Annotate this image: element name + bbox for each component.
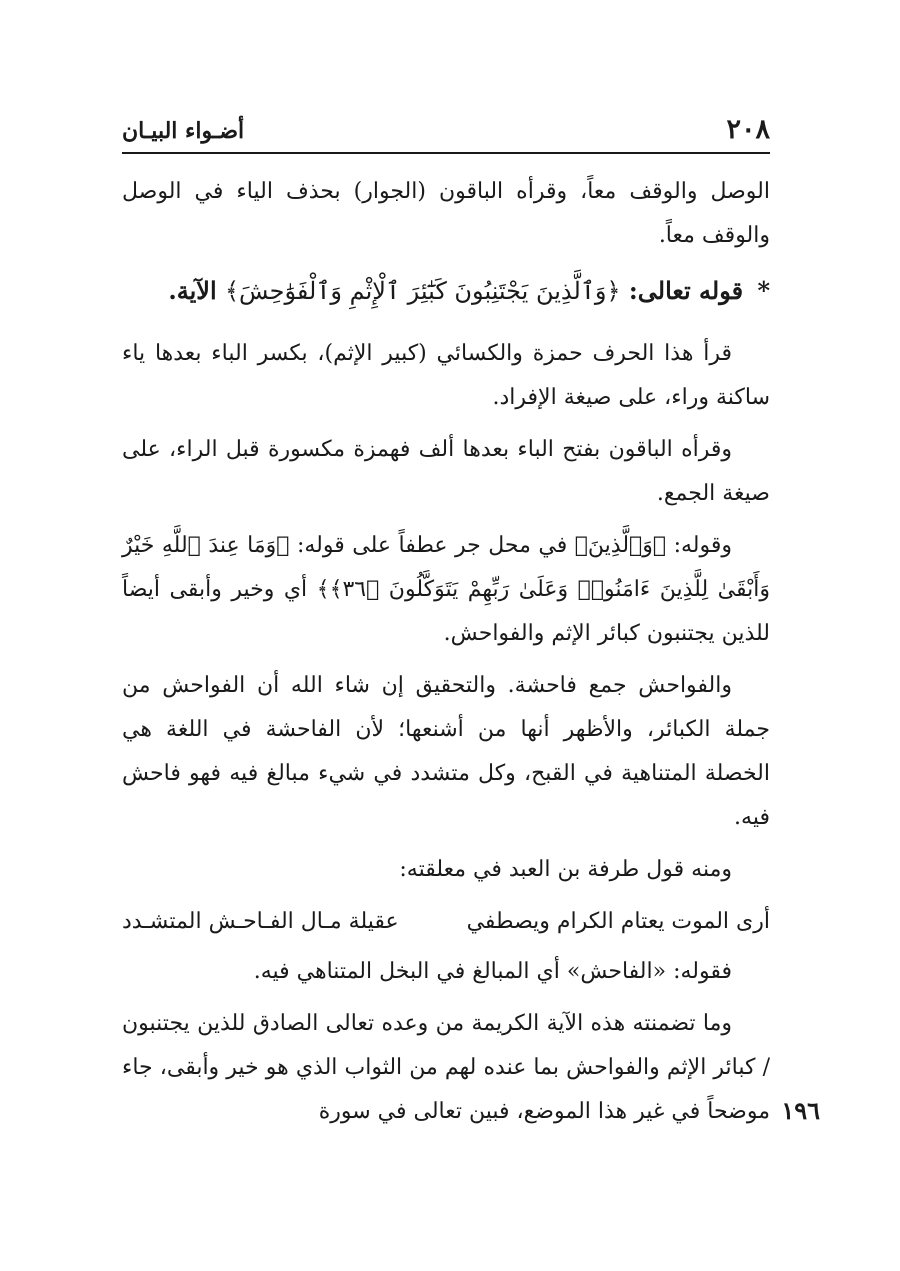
running-title: أضـواء البيـان [122,118,245,144]
heading-tail: الآية. [168,276,217,305]
margin-page-marker: ١٩٦ [781,1096,820,1125]
paragraph-7: فقوله: «الفاحش» أي المبالغ في البخل المتناهي فيه. [253,959,732,984]
paragraph-2: قرأ هذا الحرف حمزة والكسائي (كبير الإثم)، بكسر الباء بعدها ياء ساكنة وراء، على صيغة الإفراد. [122,341,770,410]
paragraph-8: وما تضمنته هذه الآية الكريمة من وعده تعالى الصادق للذين يجتنبون / كبائر الإثم والفواحش بما عنده لهم من الثواب الذي هو خير وأبقى، جاء موضحاً في غير هذا الموضع، فبين تعالى في سورة [122,1011,770,1124]
verse-first-hemistich: أرى الموت يعتام الكرام ويصطفي [466,909,770,934]
header-rule [122,152,770,154]
page-header [122,112,770,150]
quran-verse: ﴿وَٱلَّذِينَ يَجْتَنِبُونَ كَبَٰٓئِرَ ٱلْإِثْمِ وَٱلْفَوَٰحِشَ﴾ [224,277,621,305]
paragraph-5: والفواحش جمع فاحشة. والتحقيق إن شاء الله أن الفواحش من جملة الكبائر، والأظهر أنها من أشنعها؛ لأن الفاحشة في اللغة هي الخصلة المتناهية في القبح، وكل متشدد في شيء مبالغ فيه فهو فاحش فيه. [122,673,770,830]
body-text [122,170,770,1142]
paragraph-4: وقوله: ﴿وَٱلَّذِينَ﴾ في محل جر عطفاً على قوله: ﴿وَمَا عِندَ ٱللَّهِ خَيْرٌ وَأَبْقَىٰ لِلَّذِينَ ءَامَنُوا۟ وَعَلَىٰ رَبِّهِمْ يَتَوَكَّلُونَ ﴿٣٦﴾﴾ أي وخير وأبقى أيضاً للذين يجتنبون كبائر الإثم والفواحش. [122,533,770,646]
page-number: ٢٠٨ [726,114,770,145]
verse-heading [122,266,770,316]
star-marker: * [757,276,770,305]
poetry-verse [122,900,770,944]
heading-label: قوله تعالى: [628,276,744,305]
verse-second-hemistich: عقيلة مـال الفـاحـش المتشـدد [122,909,399,934]
paragraph-1: الوصل والوقف معاً، وقرأه الباقون (الجوار) بحذف الياء في الوصل والوقف معاً. [122,179,770,248]
paragraph-3: وقرأه الباقون بفتح الباء بعدها ألف فهمزة مكسورة قبل الراء، على صيغة الجمع. [122,437,770,506]
paragraph-6: ومنه قول طرفة بن العبد في معلقته: [399,857,732,882]
